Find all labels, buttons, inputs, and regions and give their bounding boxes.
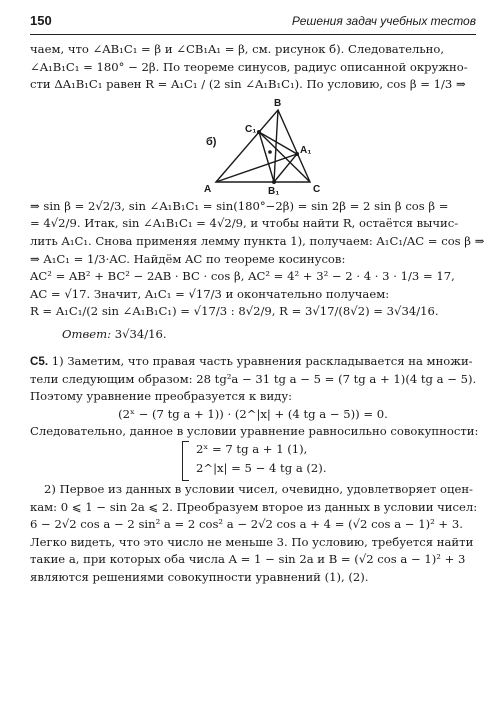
text-line: Следовательно, данное в условии уравнение равносильно совокупности: xyxy=(30,424,479,439)
text-line: чаем, что ∠AB₁C₁ = β и ∠CB₁A₁ = β, см. рисунок б). Следовательно, xyxy=(30,42,445,56)
figure-label: б) xyxy=(206,135,217,148)
point-c1-label: C₁ xyxy=(245,123,257,135)
equation-line: (2ˣ − (7 tg a + 1)) · (2^|x| + (4 tg a − 5)) = 0. xyxy=(118,406,388,421)
triangle-diagram xyxy=(202,96,342,196)
answer-value: 3√34/16. xyxy=(114,326,167,341)
page-header xyxy=(30,10,476,35)
text-line: 2) Первое из данных в условии чисел, очевидно, удовлетворяет оцен- xyxy=(44,481,473,496)
text-line: Легко видеть, что это число не меньше 3. По условию, требуется найти xyxy=(30,534,474,549)
system-eq-1: 2ˣ = 7 tg a + 1 (1), xyxy=(196,441,308,456)
text-line: AC² = AB² + BC² − 2AB · BC · cos β, AC² = 4² + 3² − 2 · 4 · 3 · 1/3 = 17, xyxy=(30,269,455,284)
text-line: сти ΔA₁B₁C₁ равен R = A₁C₁ / (2 sin ∠A₁B₁C₁). По условию, cos β = 1/3 ⇒ xyxy=(30,77,466,92)
page-body xyxy=(30,41,485,586)
point-a1-label: A₁ xyxy=(300,144,312,156)
text-line: ∠A₁B₁C₁ = 180° − 2β. По теореме синусов, радиус описанной окружно- xyxy=(30,59,468,74)
answer-label: Ответ: xyxy=(62,326,112,341)
equation-system xyxy=(30,441,476,481)
running-title: Решения задач учебных тестов xyxy=(291,14,476,28)
point-c-label: C xyxy=(313,183,321,195)
text-line: лить A₁C₁. Снова применяя лемму пункта 1), получаем: A₁C₁/AC = cos β ⇒ xyxy=(30,233,485,248)
text-line: ⇒ sin β = 2√2/3, sin ∠A₁B₁C₁ = sin(180°−2β) = sin 2β = 2 sin β cos β = xyxy=(30,198,449,213)
point-b1-label: B₁ xyxy=(268,185,280,196)
text-line xyxy=(30,353,476,371)
point-b-label: B xyxy=(274,97,282,109)
text-line: Поэтому уравнение преобразуется к виду: xyxy=(30,389,293,404)
text-line: являются решениями совокупности уравнений (1), (2). xyxy=(30,569,369,584)
task-c5 xyxy=(30,353,479,587)
task-text: 1) Заметим, что правая часть уравнения раскладывается на множи- xyxy=(51,353,473,368)
text-line: кам: 0 ⩽ 1 − sin 2a ⩽ 2. Преобразуем второе из данных в условии чисел: xyxy=(30,499,478,514)
text-line: ⇒ A₁C₁ = 1/3·AC. Найдём AC по теореме косинусов: xyxy=(30,251,346,266)
triangle-figure xyxy=(30,94,476,198)
text-line: такие a, при которых оба числа A = 1 − sin 2a и B = (√2 cos a − 1)² + 3 xyxy=(30,552,466,567)
system-eq-2: 2^|x| = 5 − 4 tg a (2). xyxy=(196,460,327,475)
book-page xyxy=(30,10,485,586)
answer-line xyxy=(30,321,476,347)
text-line: 6 − 2√2 cos a − 2 sin² a = 2 cos² a − 2√2 cos a + 4 = (√2 cos a − 1)² + 3. xyxy=(30,517,463,532)
text-line: AC = √17. Значит, A₁C₁ = √17/3 и окончательно получаем: xyxy=(30,286,390,301)
point-a-label: A xyxy=(204,183,212,195)
text-line: R = A₁C₁/(2 sin ∠A₁B₁C₁) = √17/3 : 8√2/9, R = 3√17/(8√2) = 3√34/16. xyxy=(30,304,439,319)
text-line: = 4√2/9. Итак, sin ∠A₁B₁C₁ = 4√2/9, и чтобы найти R, остаётся вычис- xyxy=(30,216,459,231)
text-line: тели следующим образом: 28 tg²a − 31 tg a − 5 = (7 tg a + 1)(4 tg a − 5). xyxy=(30,371,477,386)
page-number: 150 xyxy=(30,13,52,28)
task-number: C5. xyxy=(30,354,49,368)
bracket xyxy=(182,441,189,481)
